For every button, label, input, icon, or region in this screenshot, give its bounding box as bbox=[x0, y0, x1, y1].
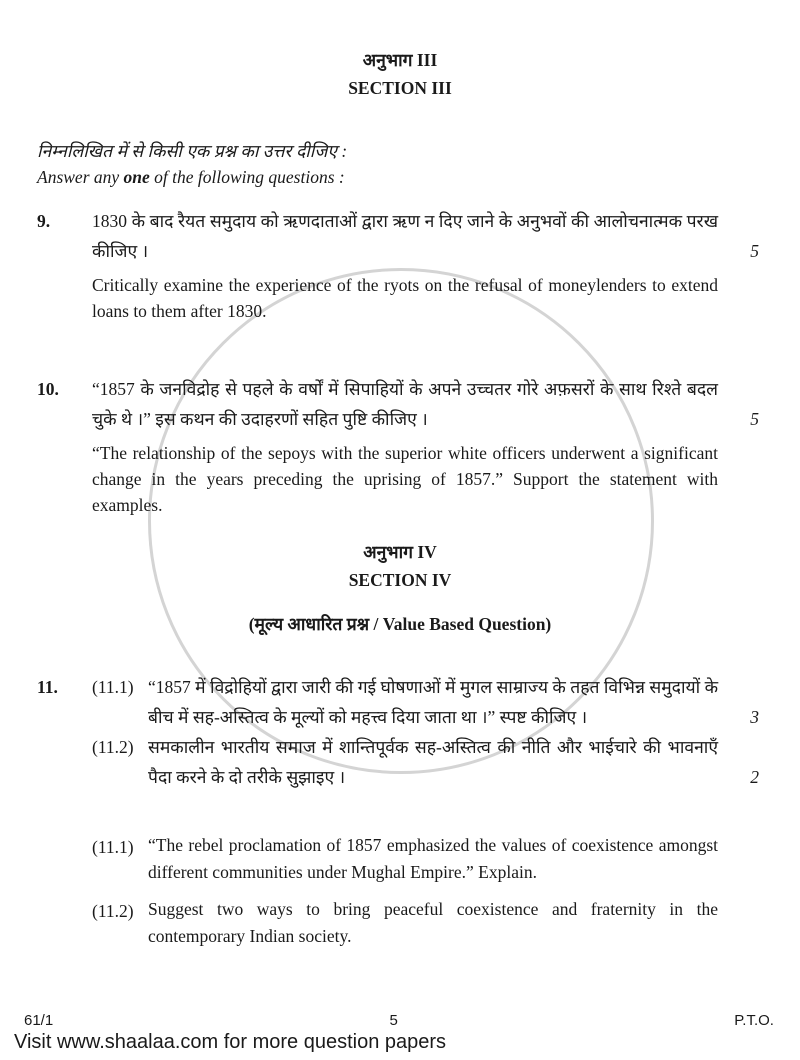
section-3-hindi-title: अनुभाग III bbox=[362, 50, 438, 70]
marks: 3 bbox=[750, 707, 759, 727]
question-11-1-english bbox=[92, 832, 718, 886]
question-number: 10. bbox=[37, 379, 59, 399]
question-10-english: “The relationship of the sepoys with the superior white officers underwent a significant change in the years preceding the uprising of 1857.” Support the statement with examples. bbox=[92, 443, 719, 515]
visit-link[interactable]: Visit www.shaalaa.com for more question papers bbox=[14, 1031, 447, 1053]
question-paper-content bbox=[0, 46, 800, 950]
question-10-hindi: “1857 के जनविद्रोह से पहले के वर्षों में सिपाहियों के अपने उच्चतर गोरे अफ़सरों के साथ रिश्ते बदल चुके थे ।” इस कथन की उदाहरणों सहित पुष्टि कीजिए । bbox=[92, 379, 718, 429]
footer bbox=[0, 1012, 800, 1054]
question-11-2-hindi bbox=[92, 732, 718, 792]
section-4-title: SECTION IV bbox=[348, 570, 452, 590]
part-label: (11.2) bbox=[92, 901, 134, 921]
paper-code: 61/1 bbox=[24, 1012, 54, 1029]
section-4-subtitle: (मूल्य आधारित प्रश्न / Value Based Question) bbox=[248, 614, 552, 634]
instruction-hindi: निम्नलिखित में से किसी एक प्रश्न का उत्तर दीजिए : bbox=[37, 141, 348, 161]
part-label: (11.1) bbox=[92, 677, 134, 697]
part-text: Suggest two ways to bring peaceful coexistence and fraternity in the contemporary Indian society. bbox=[148, 899, 718, 946]
marks: 5 bbox=[750, 409, 759, 429]
question-number: 9. bbox=[37, 211, 51, 231]
part-label: (11.2) bbox=[92, 737, 134, 757]
footer-row bbox=[0, 1012, 800, 1030]
question-11-2-english bbox=[92, 896, 718, 950]
section-3-title: SECTION III bbox=[348, 78, 452, 98]
question-9-hindi: 1830 के बाद रैयत समुदाय को ऋणदाताओं द्वारा ऋण न दिए जाने के अनुभवों की आलोचनात्मक परख कीजिए । bbox=[92, 211, 719, 261]
pto-label: P.T.O. bbox=[734, 1012, 774, 1029]
part-text: “The rebel proclamation of 1857 emphasized the values of coexistence amongst different communities under Mughal Empire.” Explain. bbox=[148, 835, 719, 882]
question-9 bbox=[37, 206, 763, 324]
part-text: समकालीन भारतीय समाज में शान्तिपूर्वक सह-अस्तित्व की नीति और भाईचारे की भावनाएँ पैदा करने के दो तरीके सुझाइए । bbox=[148, 737, 719, 787]
question-11 bbox=[37, 672, 763, 950]
question-9-english: Critically examine the experience of the ryots on the refusal of moneylenders to extend loans to them after 1830. bbox=[92, 275, 718, 321]
part-text: “1857 में विद्रोहियों द्वारा जारी की गई घोषणाओं में मुगल साम्राज्य के तहत विभिन्न समुदायों के बीच में सह-अस्तित्व के मूल्यों को महत्त्व दिया जाता था ।” स्पष्ट कीजिए । bbox=[148, 677, 719, 727]
marks: 2 bbox=[750, 767, 759, 787]
page-number: 5 bbox=[389, 1012, 398, 1029]
part-label: (11.1) bbox=[92, 837, 134, 857]
section-4-hindi-title: अनुभाग IV bbox=[363, 542, 437, 562]
question-11-1-hindi bbox=[92, 672, 718, 732]
marks: 5 bbox=[750, 241, 759, 261]
question-number: 11. bbox=[37, 677, 58, 697]
instruction-english: Answer any one of the following questions : bbox=[37, 167, 345, 187]
question-10 bbox=[37, 374, 763, 518]
